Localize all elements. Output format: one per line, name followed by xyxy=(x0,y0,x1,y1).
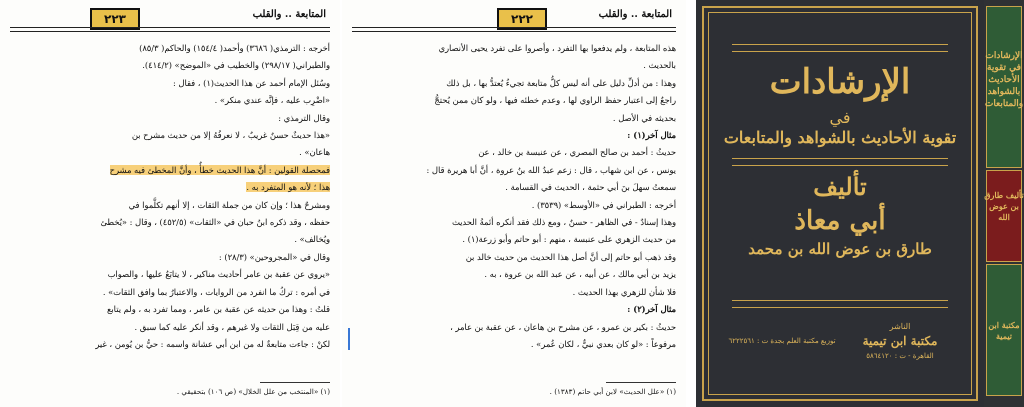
text-line: أخرجه : الترمذي( ٣٦٨٦) وأحمد( ١٥٤/٤) والحاكم( ٨٥/٣) xyxy=(139,43,330,53)
text-line: حديثُ : أحمد بن صالح المصري ، عن عنبسة بن خالد ، عن xyxy=(478,147,676,158)
text-line: بالحديث . xyxy=(643,60,676,71)
text-line: ويُخالف» . xyxy=(294,234,330,245)
page-222 xyxy=(342,0,686,407)
text-line: «اضْرِب عليه ، فإنَّه عندي منكر» . xyxy=(214,95,330,106)
highlighted-text: فمحصلة القولين : أنَّ هذا الحديث خطأٌ ، وأنَّ المخطئ فيه مشرح xyxy=(109,164,330,175)
text-line: عليه من قِبَل الثقات ولا غيرهم ، وقد أنكر عليه كما سبق . xyxy=(134,321,330,332)
text-line: قلتُ : وهذا من حديثه عن عقبة بن عامر ، ومما تفرد به ، ولم يتابع xyxy=(106,304,330,315)
text-line: حفظه ، وقد ذكره ابنُ حبان في «الثقات» (٤٥٢/٥) ، وقال : «يُخطئ xyxy=(100,217,330,228)
text-line xyxy=(10,162,330,179)
text-line: فلا شأن للزهري بهذا الحديث . xyxy=(572,286,676,297)
text-line: «هذا حديثٌ حسنٌ غريبٌ ، لا نعرفُهُ إلا من حديث مشرح بن xyxy=(131,130,330,141)
text-line: لكنْ : جاءت متابعةٌ له من ابن أبي عشانة واسمه : حيُّ بن يُومن ، غير xyxy=(95,338,330,349)
footnote-rule xyxy=(260,382,330,383)
text-line: «يروي عن عقبة بن عامر أحاديث مناكير ، لا يتابَعُ عليها ، والصواب xyxy=(107,269,330,280)
mid-ornament xyxy=(732,158,948,166)
distributor-text: توزيع مكتبة العلم بجدة ت : ٦٢٢٢٥٦١ xyxy=(728,337,836,345)
text-line: مثال آخر(١) : xyxy=(627,130,676,141)
text-line: راجعٌ إلى اعتبار حفظ الراوي لها ، وعدم خطئه فيها ، ولو كان ممن يُحتجُّ xyxy=(434,95,676,106)
cover-by-label: تأليف xyxy=(813,172,867,201)
cover-subtitle-prefix: في xyxy=(829,108,851,127)
header-rule xyxy=(352,27,676,32)
text-line: من حديث الزهري على عنبسة ، منهم : أبو حاتم وأبو زرعة(١) . xyxy=(462,234,676,245)
page-body-text xyxy=(10,40,330,353)
cover-title: الإرشادات xyxy=(769,62,911,102)
running-title: المتابعة .. والقلب xyxy=(252,9,326,20)
cover-author-name: طارق بن عوض الله بن محمد xyxy=(748,240,932,258)
page-number: ٢٢٢ xyxy=(497,8,547,30)
text-line: هاعان» . xyxy=(299,147,330,158)
footnote-text: (١) «المنتخب من علل الخلال» (ص ١٠٦) بتحقيقي . xyxy=(176,387,330,396)
page-223 xyxy=(0,0,340,407)
page-header xyxy=(10,6,330,32)
cover-author-kunya: أبي معاذ xyxy=(794,206,886,236)
text-line: هذه المتابعة ، ولم يدفعوا بها التفرد ، وأصروا على تفرد يحيى الأنصاري xyxy=(438,43,676,53)
footnote-rule xyxy=(606,382,676,383)
text-line: أخرجه : الطبراني في «الأوسط» (٣٥٣٩) . xyxy=(531,199,676,210)
top-ornament xyxy=(732,44,948,52)
text-line: سمعتُ سهلَ بنَ أبي حثمة ، الحديث في القسامة . xyxy=(505,182,676,193)
text-line: يزيد بن أبي مالك ، عن أبيه ، عن عبد الله بن عروة ، به . xyxy=(484,269,676,280)
text-line: وقال الترمذي : xyxy=(278,112,330,123)
text-line: وهذا إسنادٌ - في الظاهر - حسنٌ ، ومع ذلك فقد أنكره أئمةُ الحديث xyxy=(451,217,676,228)
text-line: وسُئل الإمام أحمد عن هذا الحديث(١) ، فقال : xyxy=(172,77,330,88)
text-line: بحديثه في الأصل . xyxy=(612,112,676,123)
publisher-label: الناشر xyxy=(889,322,911,331)
text-line: مثال آخر(٢) : xyxy=(627,304,676,315)
book-cover xyxy=(696,0,984,407)
footnote xyxy=(352,382,676,397)
bottom-ornament xyxy=(732,300,948,308)
spine-publisher: مكتبة ابن تيمية xyxy=(988,320,1020,341)
highlighted-text: هذا ؛ لأنه هو المتفرد به . xyxy=(246,182,330,193)
header-rule xyxy=(10,27,330,32)
text-line: مرفوعاً : «لو كان بعدي نبيٌّ ، لكان عُمر» . xyxy=(530,338,676,349)
page-number: ٢٢٣ xyxy=(90,8,140,30)
text-line: حديثُ : بكير بن عمرو ، عن مشرح بن هاعان ، عن عقبة بن عامر ، xyxy=(450,321,676,332)
spine-title: الإرشادات في تقوية الأحاديث بالشواهد والمتابعات xyxy=(984,51,1024,109)
page-header xyxy=(352,6,676,32)
text-line: في أمره : تركُ ما انفرد من الروايات ، والاعتبارُ بما وافق الثقات» . xyxy=(102,286,330,297)
cover-subtitle: تقوية الأحاديث بالشواهد والمتابعات xyxy=(723,128,957,147)
text-cursor-mark xyxy=(348,328,350,350)
text-line xyxy=(10,179,330,196)
spine-author: تأليف طارق بن عوض الله xyxy=(984,190,1024,222)
text-line: ومشرحٌ هذا ؛ وإن كان من جملة الثقات ، إلا أنهم تكلَّموا في xyxy=(128,199,330,210)
text-line: والطبراني( ٢٩٨/١٧) والخطيب في «الموضح» (٤١٤/٢). xyxy=(142,60,330,71)
running-title: المتابعة .. والقلب xyxy=(598,9,672,20)
text-line: وهذا : من أدلِّ دليل على أنه ليس كلُّ متابعة تجيءُ يُعتدُّ بها ، بل ذلك xyxy=(446,77,676,88)
footnote xyxy=(10,382,330,397)
text-line: وقال في «المجروحين» (٢٨/٣) : xyxy=(218,251,330,262)
book-spine xyxy=(984,0,1024,407)
page-body-text xyxy=(352,40,676,353)
publisher-name: مكتبة ابن تيمية xyxy=(862,334,938,348)
text-line: وقد ذهب أبو حاتم إلى أنَّ أصل هذا الحديث من حديث خالد بن xyxy=(465,251,676,262)
text-line: يونس ، عن ابن شهاب ، قال : زعم عبدُ الله بنُ عروة ، أنَّ أبا هريرة قال : xyxy=(426,164,676,175)
publisher-address: القاهرة - ت : ٥٨٦٤١٢٠ xyxy=(866,352,934,360)
footnote-text: (١) «علل الحديث» لابن أبي حاتم (١٣٨٣) . xyxy=(549,387,676,396)
